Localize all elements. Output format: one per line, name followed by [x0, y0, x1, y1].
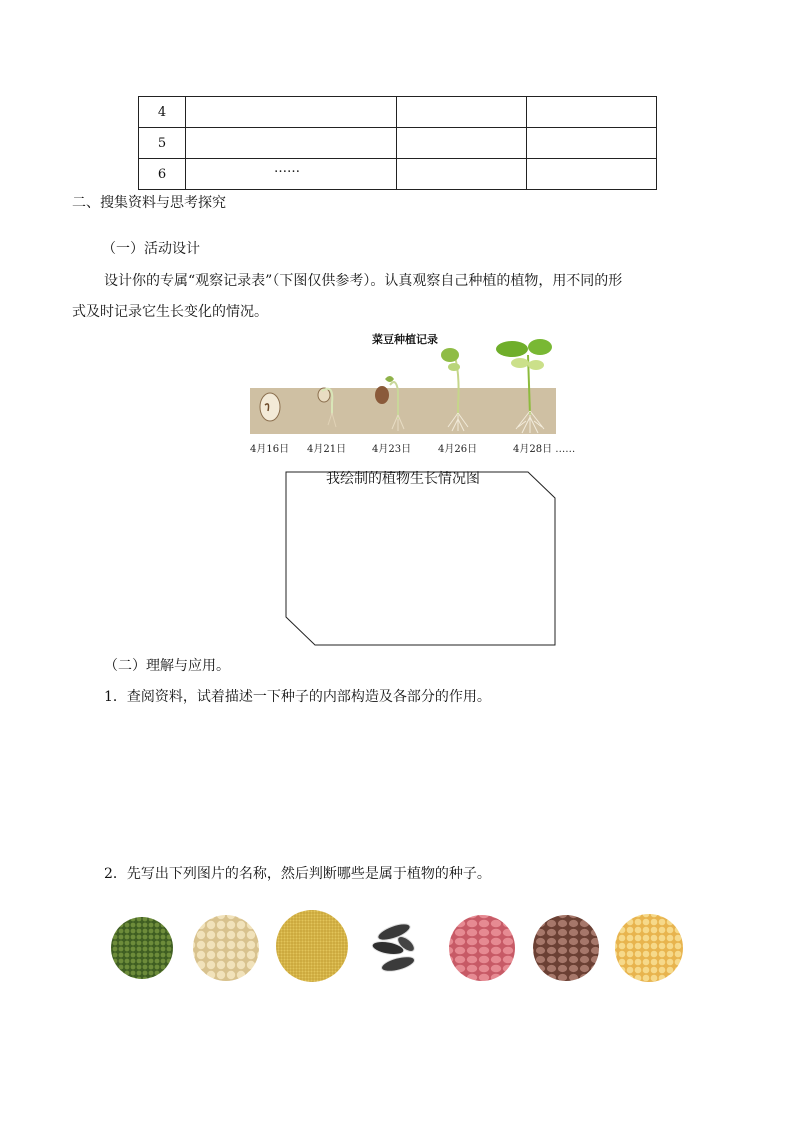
question-2: 2．先写出下列图片的名称，然后判断哪些是属于植物的种子。: [104, 866, 491, 882]
kidney-bean-icon: [533, 915, 599, 981]
sunflower-seed-icon: [371, 921, 417, 975]
row-number: 5: [139, 128, 186, 159]
answer-area-1[interactable]: [104, 712, 704, 842]
mung-bean-icon: [111, 917, 173, 979]
table-row: [139, 159, 657, 190]
seed-stage-1: [260, 393, 280, 421]
table-row: [139, 97, 657, 128]
drawing-area-title: 我绘制的植物生长情况图: [326, 471, 480, 487]
section-heading: 二、搜集资料与思考探究: [72, 195, 226, 211]
table-row: [139, 128, 657, 159]
date-label: 4月21日: [307, 444, 347, 455]
soybean-icon: [193, 915, 259, 981]
row-cell[interactable]: [397, 97, 527, 128]
row-cell[interactable]: [186, 97, 397, 128]
row-cell[interactable]: [397, 159, 527, 190]
figure-title: 菜豆种植记录: [372, 333, 438, 346]
row-number: 6: [139, 159, 186, 190]
subsection-heading: （二）理解与应用。: [104, 658, 230, 674]
row-cell[interactable]: [527, 97, 657, 128]
row-number: 4: [139, 97, 186, 128]
drawing-area[interactable]: [290, 490, 552, 640]
peanut-icon: [449, 915, 515, 981]
seed-images-row: [106, 910, 696, 985]
bean-growth-illustration: [250, 335, 560, 435]
record-table: [138, 96, 657, 190]
question-1: 1．查阅资料，试着描述一下种子的内部构造及各部分的作用。: [104, 689, 491, 705]
date-label: 4月16日: [250, 444, 290, 455]
date-label: 4月26日: [438, 444, 478, 455]
row-cell[interactable]: [527, 159, 657, 190]
paragraph-line: 设计你的专属“观察记录表”（下图仅供参考）。认真观察自己种植的植物，用不同的形: [104, 273, 623, 289]
row-cell[interactable]: [397, 128, 527, 159]
subsection-heading: （一）活动设计: [102, 241, 200, 257]
paragraph-line: 式及时记录它生长变化的情况。: [72, 304, 268, 320]
row-cell[interactable]: ……: [186, 159, 397, 190]
row-cell[interactable]: [527, 128, 657, 159]
date-label: 4月28日 ……: [513, 444, 576, 455]
millet-icon: [276, 910, 348, 982]
corn-kernel-icon: [615, 914, 683, 982]
date-label: 4月23日: [372, 444, 412, 455]
row-cell[interactable]: [186, 128, 397, 159]
